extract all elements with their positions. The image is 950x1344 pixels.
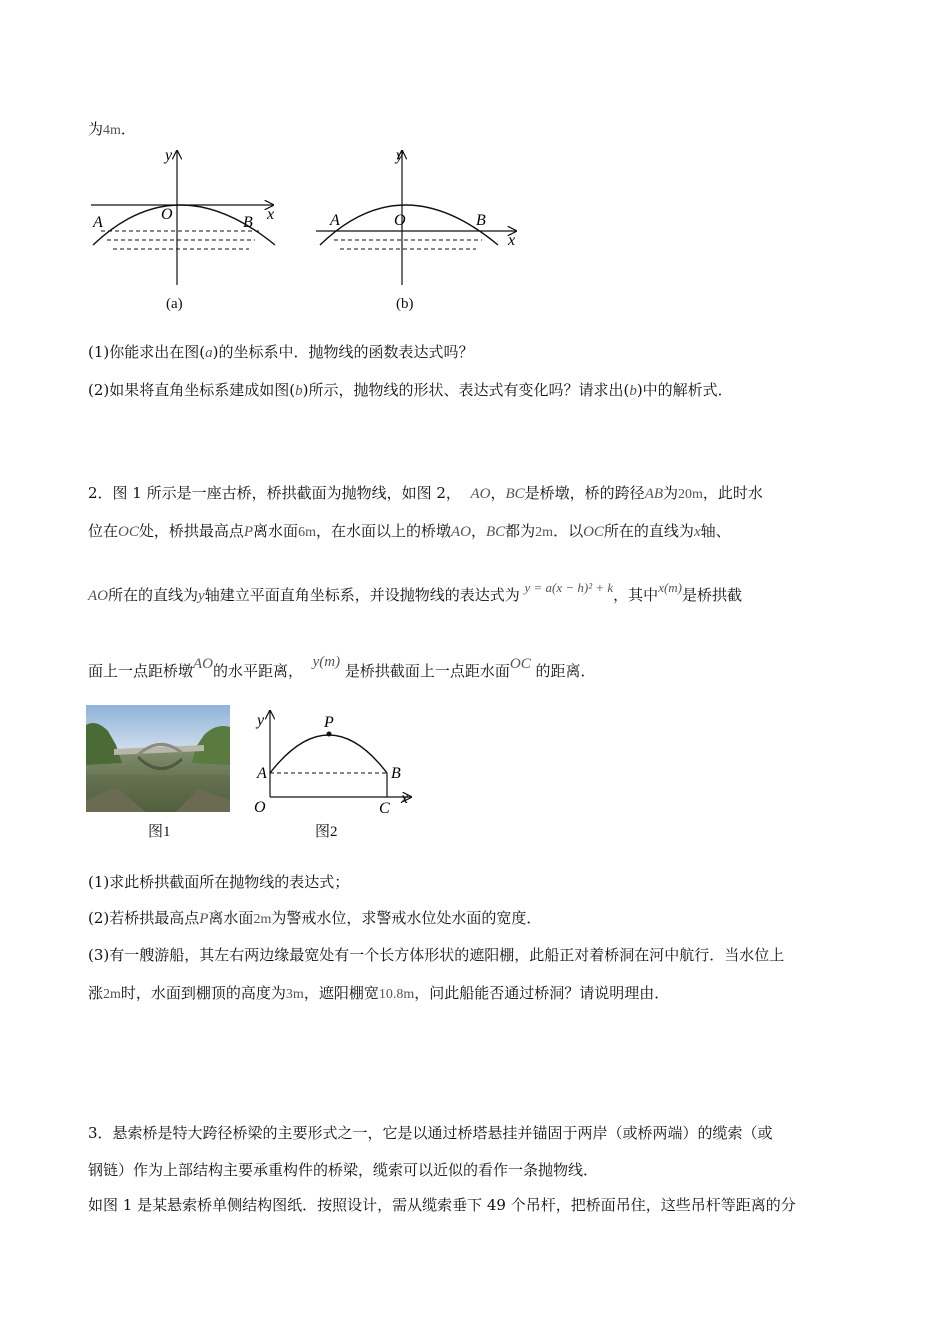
- point-p: [327, 732, 332, 737]
- text: 所在的直线为: [603, 522, 694, 540]
- text: 为: [663, 484, 679, 502]
- text: ，其中: [613, 586, 659, 604]
- text: ，此时水: [702, 484, 763, 502]
- text: 是桥墩，桥的跨径: [524, 484, 645, 502]
- point-b-label: B: [391, 765, 401, 782]
- text: 时，水面到棚顶的高度为: [120, 984, 286, 1002]
- text: 的距离．: [535, 662, 596, 680]
- text: (1)你能求出在图(: [88, 343, 206, 361]
- point-a-label: A: [257, 765, 267, 782]
- text: ，问此船能否通过桥洞？请说明理由．: [414, 984, 670, 1002]
- value-2m: 2m: [103, 987, 121, 1002]
- q2-sub3-line2: [88, 982, 669, 1006]
- var-ao: AO: [470, 486, 491, 502]
- text: )的坐标系中．抛物线的函数表达式吗？: [212, 343, 474, 361]
- var-oc: OC: [118, 524, 139, 540]
- var-p: P: [199, 911, 209, 927]
- y-label: y: [257, 712, 265, 729]
- var-ab: AB: [644, 486, 664, 502]
- text: 轴、: [700, 522, 731, 540]
- intro-line: [88, 118, 136, 142]
- text: 所在的直线为: [108, 586, 199, 604]
- figure-2: [245, 705, 420, 820]
- point-p-label: P: [324, 714, 334, 731]
- var-oc: OC: [509, 656, 531, 672]
- var-b: b: [295, 383, 303, 399]
- point-a-label: A: [93, 214, 103, 231]
- q2-sub2: [88, 907, 541, 931]
- q1-part2: [88, 379, 733, 402]
- var-xm: x(m): [658, 580, 683, 595]
- text: 为警戒水位，求警戒水位处水面的宽度．: [271, 909, 542, 927]
- text: 涨: [88, 984, 104, 1002]
- q2-line3: [88, 580, 743, 607]
- text: ，: [470, 522, 486, 540]
- var-ao: AO: [193, 656, 214, 672]
- fig2-caption: 图2: [315, 824, 338, 840]
- text: )所示，抛物线的形状、表达式有变化吗？请求出(: [302, 381, 630, 399]
- value-span: 20m: [678, 487, 703, 502]
- origin-label: O: [161, 206, 173, 223]
- intro-prefix: 为: [88, 120, 104, 138]
- x-label: x: [508, 232, 516, 249]
- value-2m: 2m: [253, 912, 272, 927]
- text: 处，桥拱最高点: [138, 522, 244, 540]
- q2-line4: [88, 654, 596, 683]
- var-a: a: [205, 345, 213, 361]
- text: ．以: [553, 522, 584, 540]
- text: (2)若桥拱最高点: [88, 909, 200, 927]
- text: ，在水面以上的桥墩: [315, 522, 451, 540]
- text: )中的解析式．: [636, 381, 733, 399]
- var-bc: BC: [505, 486, 525, 502]
- var-ao: AO: [88, 588, 108, 604]
- figure-b-caption: (b): [396, 296, 414, 312]
- x-label: x: [267, 206, 275, 223]
- arch-parabola: [270, 735, 387, 773]
- value-3m: 3m: [285, 987, 304, 1002]
- figure-b: [310, 145, 525, 320]
- text: ，遮阳棚宽: [303, 984, 379, 1002]
- point-a-label: A: [330, 212, 340, 229]
- q2-sub1: (1)求此桥拱截面所在抛物线的表达式；: [88, 873, 350, 891]
- figure-a: [85, 145, 285, 320]
- text: 位在: [88, 522, 119, 540]
- var-oc: OC: [583, 524, 604, 540]
- text: 是桥拱截面上一点距水面: [344, 662, 510, 680]
- figure-a-caption: (a): [166, 296, 183, 312]
- y-label: y: [165, 147, 173, 164]
- q2-line1: [88, 482, 763, 506]
- intro-value: 4m: [103, 123, 121, 138]
- text: 是桥拱截: [682, 586, 743, 604]
- q2-line2: [88, 520, 731, 544]
- var-p: P: [243, 524, 254, 540]
- value-2m: 2m: [535, 525, 554, 540]
- value-6m: 6m: [298, 525, 316, 540]
- origin-label: O: [394, 212, 406, 229]
- text: 面上一点距桥墩: [88, 662, 194, 680]
- q3-line3: 如图 1 是某悬索桥单侧结构图纸．按照设计，需从缆索垂下 49 个吊杆，把桥面吊住，这些吊杆等距离的分: [88, 1196, 796, 1214]
- point-b-label: B: [243, 214, 253, 231]
- x-label: x: [401, 790, 409, 807]
- var-bc: BC: [485, 524, 506, 540]
- formula: y = a(x − h)² + k: [524, 580, 614, 595]
- text: 轴建立平面直角坐标系，并设抛物线的表达式为: [204, 586, 520, 604]
- point-b-label: B: [476, 212, 486, 229]
- text: (2)如果将直角坐标系建成如图(: [88, 381, 296, 399]
- var-y: y: [198, 588, 205, 604]
- parabola: [320, 205, 498, 245]
- bridge-photo: [86, 705, 230, 812]
- text: ，: [490, 484, 506, 502]
- q3-line2: 钢链）作为上部结构主要承重构件的桥梁，缆索可以近似的看作一条抛物线．: [88, 1161, 599, 1179]
- var-x: x: [693, 524, 701, 540]
- text: 2．图 1 所示是一座古桥，桥拱截面为抛物线，如图 2，: [88, 484, 461, 502]
- q3-line1: 3．悬索桥是特大跨径桥梁的主要形式之一，它是以通过桥塔悬挂并锚固于两岸（或桥两端）的缆索（或: [88, 1124, 773, 1142]
- var-ym: y(m): [312, 654, 341, 670]
- point-c-label: C: [379, 800, 390, 817]
- fig1-caption: 图1: [148, 824, 171, 840]
- text: 离水面: [208, 909, 254, 927]
- y-label: y: [396, 147, 404, 164]
- var-ao: AO: [450, 524, 471, 540]
- text: 都为: [505, 522, 536, 540]
- intro-suffix: ．: [120, 120, 136, 138]
- q2-sub3-line1: (3)有一艘游船，其左右两边缘最宽处有一个长方体形状的遮阳棚，此船正对着桥洞在河中航行．当水位上: [88, 946, 785, 964]
- var-b: b: [629, 383, 637, 399]
- origin-label: O: [254, 799, 266, 816]
- text: 离水面: [253, 522, 299, 540]
- value-10-8m: 10.8m: [378, 987, 415, 1002]
- q1-part1: [88, 341, 473, 364]
- text: 的水平距离，: [213, 662, 304, 680]
